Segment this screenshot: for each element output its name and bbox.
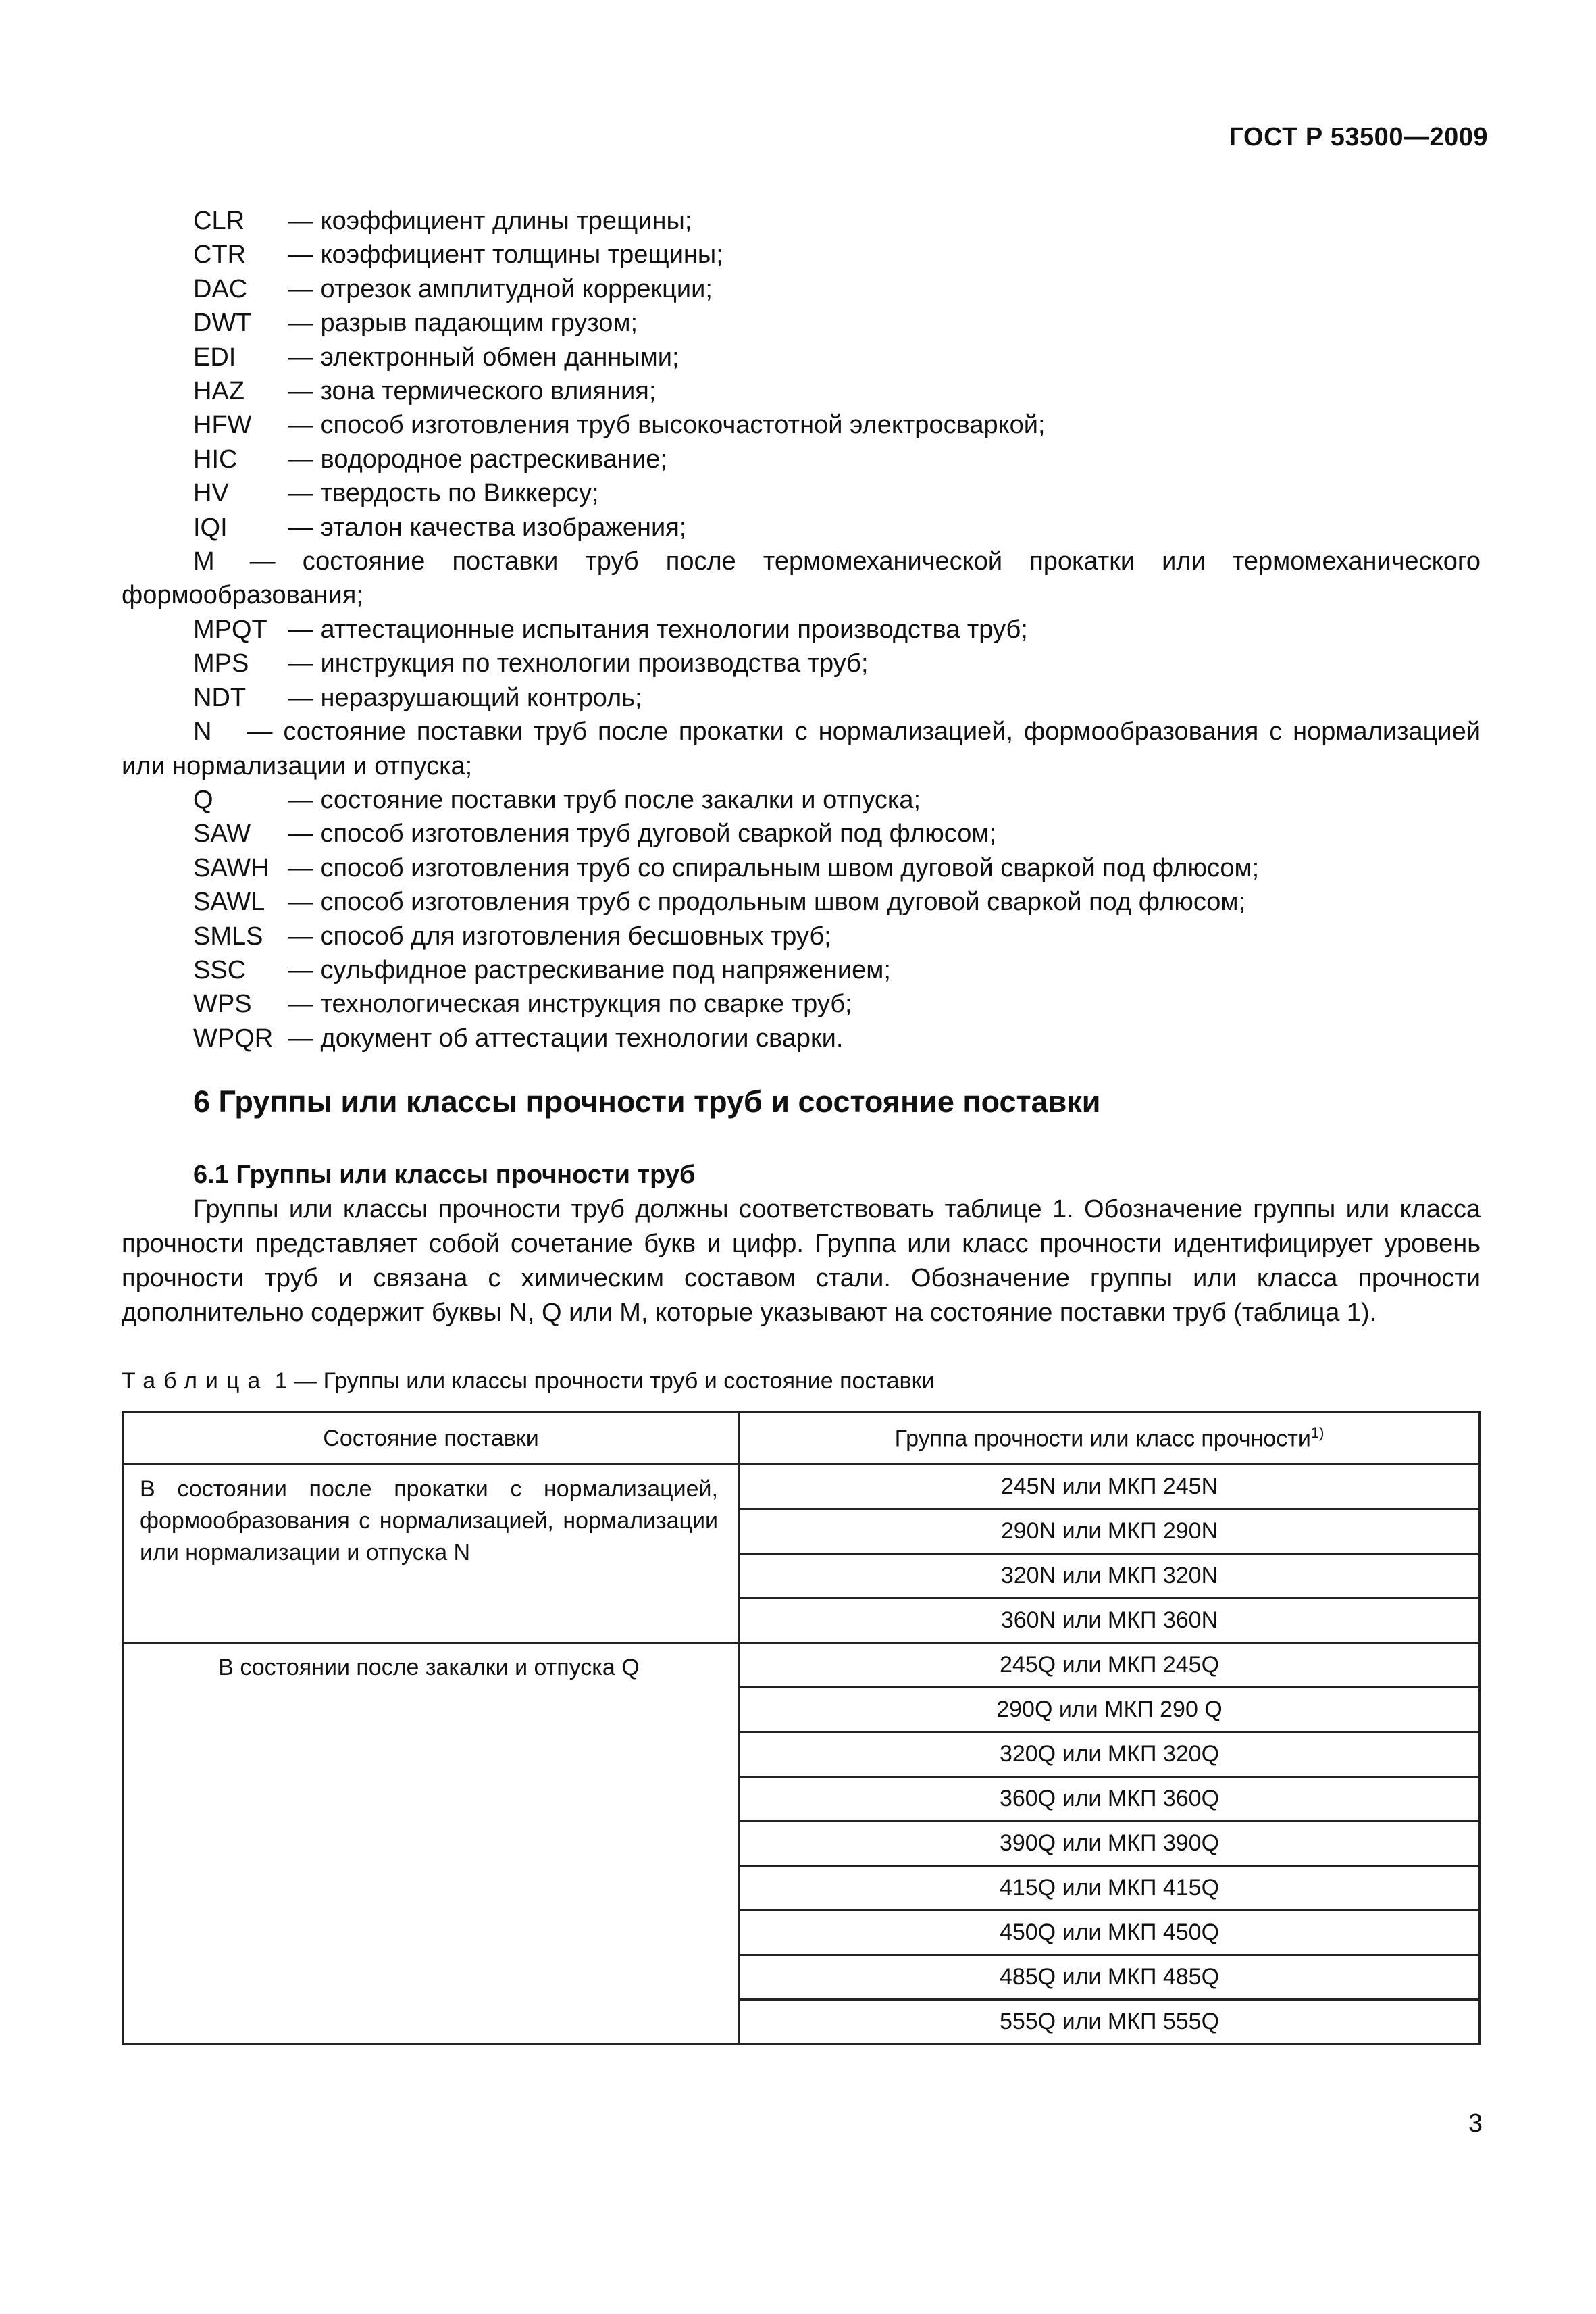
- abbreviation-item: [122, 476, 1481, 510]
- grade-cell: 450Q или МКП 450Q: [740, 1911, 1480, 1955]
- table-row: [123, 1643, 1480, 1688]
- abbreviation-text: — коэффициент длины трещины;: [288, 207, 692, 235]
- abbreviation-text: — способ изготовления труб со спиральным швом дуговой сваркой под флюсом;: [288, 853, 1260, 882]
- abbreviation-item: [122, 341, 1481, 374]
- grade-cell: 555Q или МКП 555Q: [740, 2000, 1480, 2044]
- abbreviation-text: — неразрушающий контроль;: [288, 683, 642, 712]
- abbreviation-text: — документ об аттестации технологии сварки.: [288, 1024, 844, 1053]
- abbreviation-item: [122, 681, 1481, 715]
- section-title: 6 Группы или классы прочности труб и состояние поставки: [193, 1084, 1101, 1119]
- subsection-title: 6.1 Группы или классы прочности труб: [193, 1161, 696, 1189]
- abbreviation-code: WPS: [193, 990, 252, 1019]
- grade-cell: 360N или МКП 360N: [740, 1599, 1480, 1643]
- abbreviation-text: — инструкция по технологии производства труб;: [288, 649, 869, 678]
- abbreviation-item: [122, 953, 1481, 987]
- table-header-group: [740, 1413, 1480, 1465]
- abbreviation-code: SAWL: [193, 888, 265, 917]
- abbreviation-code: SAW: [193, 820, 251, 849]
- abbreviation-text: — способ для изготовления бесшовных труб;: [288, 922, 831, 951]
- abbreviation-text: — состояние поставки труб после закалки и отпуска;: [288, 785, 921, 814]
- grade-cell: 415Q или МКП 415Q: [740, 1866, 1480, 1911]
- subsection: [122, 1158, 1481, 1330]
- abbreviation-text: — твердость по Виккерсу;: [288, 479, 599, 508]
- table-header-state-label: Состояние поставки: [323, 1425, 539, 1451]
- footnote-mark: 1): [1310, 1424, 1324, 1442]
- abbreviation-text: — состояние поставки труб после термомеханической прокатки или термомеханического формообразования;: [122, 547, 1481, 610]
- table-caption-label: Таблица: [122, 1368, 269, 1394]
- table-header-state: [123, 1413, 740, 1465]
- abbreviation-code: MPQT: [193, 615, 267, 644]
- table-caption: [122, 1368, 934, 1394]
- abbreviation-item: [122, 920, 1481, 953]
- abbreviation-text: — отрезок амплитудной коррекции;: [288, 274, 713, 303]
- abbreviation-item: [122, 306, 1481, 340]
- abbreviation-item: [122, 511, 1481, 545]
- abbreviation-text: — способ изготовления труб дуговой сваркой под флюсом;: [288, 820, 997, 849]
- grade-cell: 290N или МКП 290N: [740, 1509, 1480, 1554]
- abbreviation-code: SMLS: [193, 922, 263, 951]
- strength-groups-table: [122, 1411, 1481, 2045]
- abbreviation-text: — способ изготовления труб с продольным швом дуговой сваркой под флюсом;: [288, 888, 1246, 917]
- abbreviation-code: HV: [193, 479, 229, 508]
- abbreviation-code: DWT: [193, 309, 252, 338]
- delivery-state-cell: В состоянии после прокатки с нормализацией, формообразования с нормализацией, нормализации или нормализации и отпуска N: [123, 1465, 740, 1643]
- delivery-state-cell: В состоянии после закалки и отпуска Q: [123, 1643, 740, 2044]
- abbreviation-item: [122, 817, 1481, 851]
- abbreviation-code: M: [193, 547, 215, 576]
- abbreviation-code: Q: [193, 785, 213, 814]
- abbreviation-item: [122, 783, 1481, 817]
- abbreviation-text: — коэффициент толщины трещины;: [288, 241, 723, 270]
- grade-cell: 245Q или МКП 245Q: [740, 1643, 1480, 1688]
- abbreviation-item: [122, 885, 1481, 919]
- abbreviation-item: [122, 272, 1481, 306]
- grade-cell: 390Q или МКП 390Q: [740, 1821, 1480, 1866]
- abbreviation-item: [122, 204, 1481, 238]
- table-row: [123, 1465, 1480, 1509]
- document-header: ГОСТ Р 53500—2009: [1229, 123, 1488, 151]
- abbreviation-text: — способ изготовления труб высокочастотной электросваркой;: [288, 411, 1046, 440]
- abbreviation-text: — технологическая инструкция по сварке труб;: [288, 990, 852, 1019]
- grade-cell: 485Q или МКП 485Q: [740, 1955, 1480, 2000]
- abbreviation-text: — водородное растрескивание;: [288, 445, 667, 474]
- abbreviation-item: [122, 443, 1481, 476]
- abbreviation-code: MPS: [193, 649, 249, 678]
- abbreviation-text: — зона термического влияния;: [288, 377, 657, 406]
- abbreviation-code: IQI: [193, 513, 228, 542]
- abbreviation-text: — эталон качества изображения;: [288, 513, 687, 542]
- table-header-row: [123, 1413, 1480, 1465]
- abbreviation-code: SAWH: [193, 853, 269, 882]
- abbreviation-item: [122, 374, 1481, 408]
- abbreviation-text: — сульфидное растрескивание под напряжением;: [288, 955, 891, 984]
- grade-cell: 360Q или МКП 360Q: [740, 1777, 1480, 1821]
- abbreviation-item: [122, 238, 1481, 272]
- abbreviation-text: — разрыв падающим грузом;: [288, 309, 638, 338]
- subsection-paragraph: Группы или классы прочности труб должны соответствовать таблице 1. Обозначение группы или класса прочности представляет собой сочетание букв и цифр. Группа или класс прочности идентифицирует уровень прочности труб и связана с химическим составом стали. Обозначение группы или класса прочности дополнительно содержит буквы N, Q или M, которые указывают на состояние поставки труб (таблица 1).: [122, 1195, 1481, 1327]
- abbreviation-item: [122, 647, 1481, 680]
- abbreviation-item: [122, 851, 1481, 885]
- abbreviation-item: [122, 987, 1481, 1021]
- abbreviation-text: — состояние поставки труб после прокатки с нормализацией, формообразования с нормализацией или нормализации и отпуска;: [122, 718, 1481, 780]
- abbreviation-code: CTR: [193, 241, 247, 270]
- abbreviation-code: HIC: [193, 445, 238, 474]
- abbreviation-code: CLR: [193, 207, 245, 235]
- page-number: 3: [1468, 2109, 1483, 2138]
- abbreviation-item: [122, 613, 1481, 647]
- table-caption-text: 1 — Группы или классы прочности труб и состояние поставки: [274, 1368, 935, 1394]
- table-header-group-label: Группа прочности или класс прочности: [894, 1426, 1311, 1452]
- abbreviation-code: DAC: [193, 274, 248, 303]
- abbreviation-list: [122, 204, 1481, 1055]
- abbreviation-code: WPQR: [193, 1024, 274, 1053]
- grade-cell: 290Q или МКП 290 Q: [740, 1688, 1480, 1732]
- abbreviation-code: N: [193, 718, 212, 747]
- abbreviation-text: — электронный обмен данными;: [288, 343, 679, 372]
- abbreviation-item: [122, 715, 1481, 783]
- abbreviation-text: — аттестационные испытания технологии производства труб;: [288, 615, 1028, 644]
- abbreviation-code: NDT: [193, 683, 247, 712]
- grade-cell: 245N или МКП 245N: [740, 1465, 1480, 1509]
- abbreviation-code: SSC: [193, 955, 247, 984]
- abbreviation-code: EDI: [193, 343, 236, 372]
- abbreviation-item: [122, 408, 1481, 442]
- abbreviation-item: [122, 1022, 1481, 1055]
- abbreviation-code: HAZ: [193, 377, 244, 406]
- grade-cell: 320N или МКП 320N: [740, 1554, 1480, 1599]
- abbreviation-item: [122, 545, 1481, 613]
- abbreviation-code: HFW: [193, 411, 252, 440]
- grade-cell: 320Q или МКП 320Q: [740, 1732, 1480, 1777]
